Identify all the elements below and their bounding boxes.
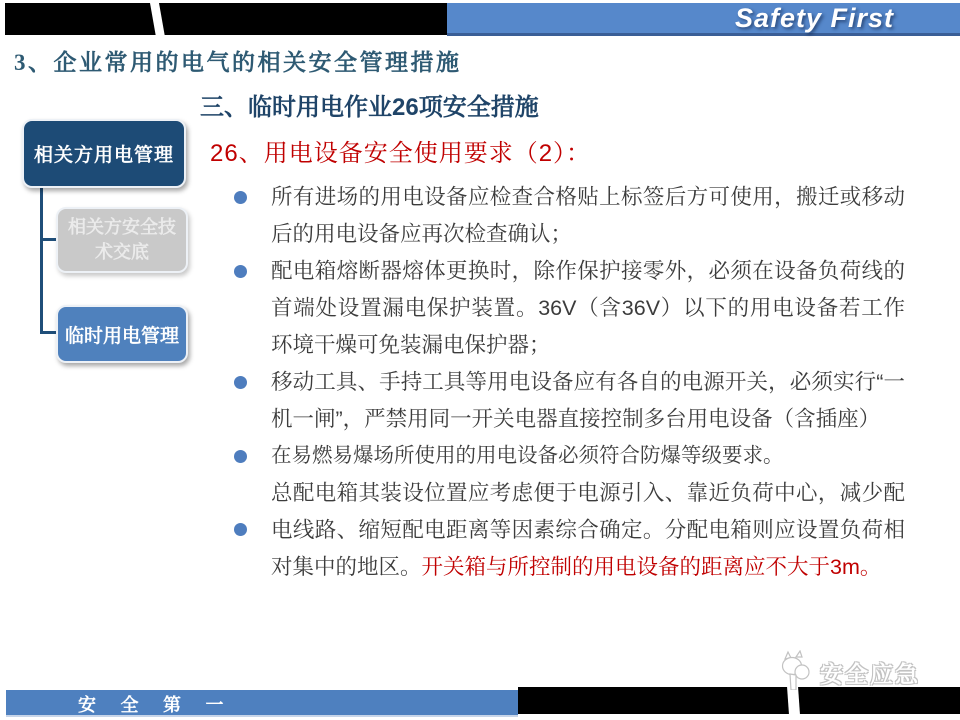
brand-slogan: Safety First xyxy=(734,3,894,33)
slide-subtitle: 三、临时用电作业26项安全措施 xyxy=(200,94,539,121)
mascot-icon xyxy=(778,650,816,695)
sidebar-node-safety-briefing xyxy=(56,207,188,273)
top-banner-slash-divider xyxy=(149,0,165,40)
connector-vertical-line xyxy=(40,187,43,334)
bullet-text: 在易燃易爆场所使用的用电设备必须符合防爆等级要求。 xyxy=(271,445,784,467)
list-item xyxy=(228,364,918,438)
bullet-icon xyxy=(234,191,247,204)
top-banner-black-bar xyxy=(5,3,447,35)
bullet-text: 移动工具、手持工具等用电设备应有各自的电源开关，必须实行“一机一闸”，严禁用同一开关电器直接控制多台用电设备（含插座） xyxy=(271,370,905,431)
watermark-logo xyxy=(778,650,920,695)
bullet-icon xyxy=(234,523,247,536)
bullet-icon xyxy=(234,376,247,389)
list-item xyxy=(228,179,918,253)
watermark-logo-text: 安全应急 xyxy=(820,661,920,687)
bullet-icon xyxy=(234,265,247,278)
footer-blue-bar xyxy=(6,690,518,717)
sidebar-node-label: 相关方安全技术交底 xyxy=(68,216,176,262)
sidebar-node-label: 相关方用电管理 xyxy=(33,145,174,166)
connector-branch-line xyxy=(40,238,57,241)
list-item xyxy=(228,475,918,586)
list-item xyxy=(228,253,918,364)
connector-branch-line xyxy=(40,331,57,334)
bullet-text: 所有进场的用电设备应检查合格贴上标签后方可使用，搬迁或移动后的用电设备应再次检查确认； xyxy=(271,185,905,246)
footer-slogan: 安 全 第 一 xyxy=(78,695,234,715)
bullet-text: 配电箱熔断器熔体更换时，除作保护接零外，必须在设备负荷线的首端处设置漏电保护装置。36V（含36V）以下的用电设备若工作环境干燥可免装漏电保护器； xyxy=(271,259,905,357)
bullet-list xyxy=(228,179,918,586)
section-heading: 26、用电设备安全使用要求（2）： xyxy=(210,140,592,167)
bullet-text-highlight: 开关箱与所控制的用电设备的距离应不大于3m。 xyxy=(421,555,882,579)
sidebar-node-temporary-power xyxy=(56,305,188,363)
sidebar-node-label: 临时用电管理 xyxy=(64,325,179,347)
bullet-text: 总配电箱其装设位置应考虑便于电源引入、靠近负荷中心，减少配电线路、缩短配电距离等因素综合确定。分配电箱则应设置负荷相对集中的地区。 xyxy=(271,481,905,579)
page-title: 3、企业常用的电气的相关安全管理措施 xyxy=(14,50,462,75)
bullet-icon xyxy=(234,450,247,463)
list-item xyxy=(228,438,918,475)
top-banner-blue-bar xyxy=(447,3,960,36)
sidebar-node-party-power-management xyxy=(22,119,186,188)
